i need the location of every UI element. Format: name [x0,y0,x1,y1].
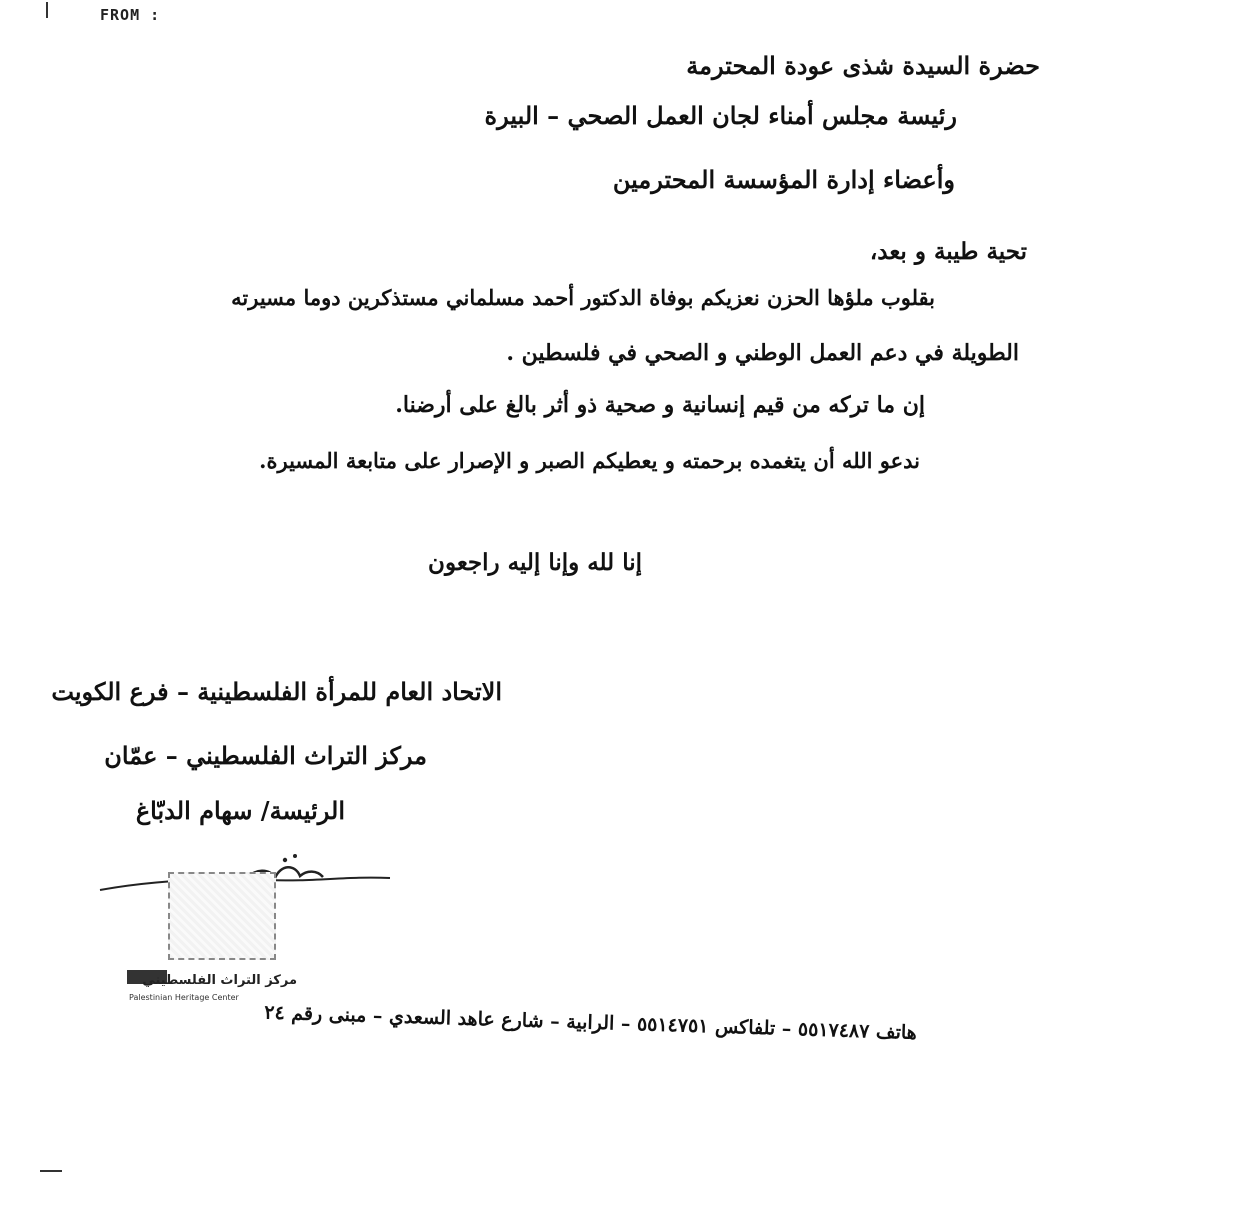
body-paragraph-1b: الطويلة في دعم العمل الوطني و الصحي في فلسطين . [506,340,1019,366]
footer-contact-line: هاتف ٥٥١٧٤٨٧ – تلفاكس ٥٥١٤٧٥١ – الرابية – شارع عاهد السعدي – مبنى رقم ٢٤ [264,1001,918,1044]
stamp-logo-text: مركز التراث الفلسطيني [142,973,297,988]
greeting: تحية طيبة و بعد، [869,238,1027,265]
scan-edge-mark [46,2,48,18]
sender-line-2: مركز التراث الفلسطيني – عمّان [104,741,427,770]
body-paragraph-3: ندعو الله أن يتغمده برحمته و يعطيكم الصبر و الإصرار على متابعة المسيرة. [259,448,920,473]
body-paragraph-1a: بقلوب ملؤها الحزن نعزيكم بوفاة الدكتور أحمد مسلماني مستذكرين دوما مسيرته [231,285,935,310]
organization-stamp-logo [125,966,300,1006]
stamp-logo-subtext: Palestinian Heritage Center [129,993,239,1002]
sender-line-3: الرئيسة/ سهام الدبّاغ [135,796,345,825]
fax-header: FROM : [100,6,161,24]
addressee-line-3: وأعضاء إدارة المؤسسة المحترمين [612,165,955,194]
addressee-line-2: رئيسة مجلس أمناء لجان العمل الصحي – البيرة [484,101,957,130]
closing-phrase: إنا لله وإنا إليه راجعون [428,549,642,576]
body-paragraph-2: إن ما تركه من قيم إنسانية و صحية ذو أثر بالغ على أرضنا. [395,392,925,418]
scan-edge-mark-bottom [40,1170,62,1172]
ink-stamp [168,872,276,960]
addressee-line-1: حضرة السيدة شذى عودة المحترمة [686,51,1040,80]
sender-line-1: الاتحاد العام للمرأة الفلسطينية – فرع الكويت [51,677,502,706]
